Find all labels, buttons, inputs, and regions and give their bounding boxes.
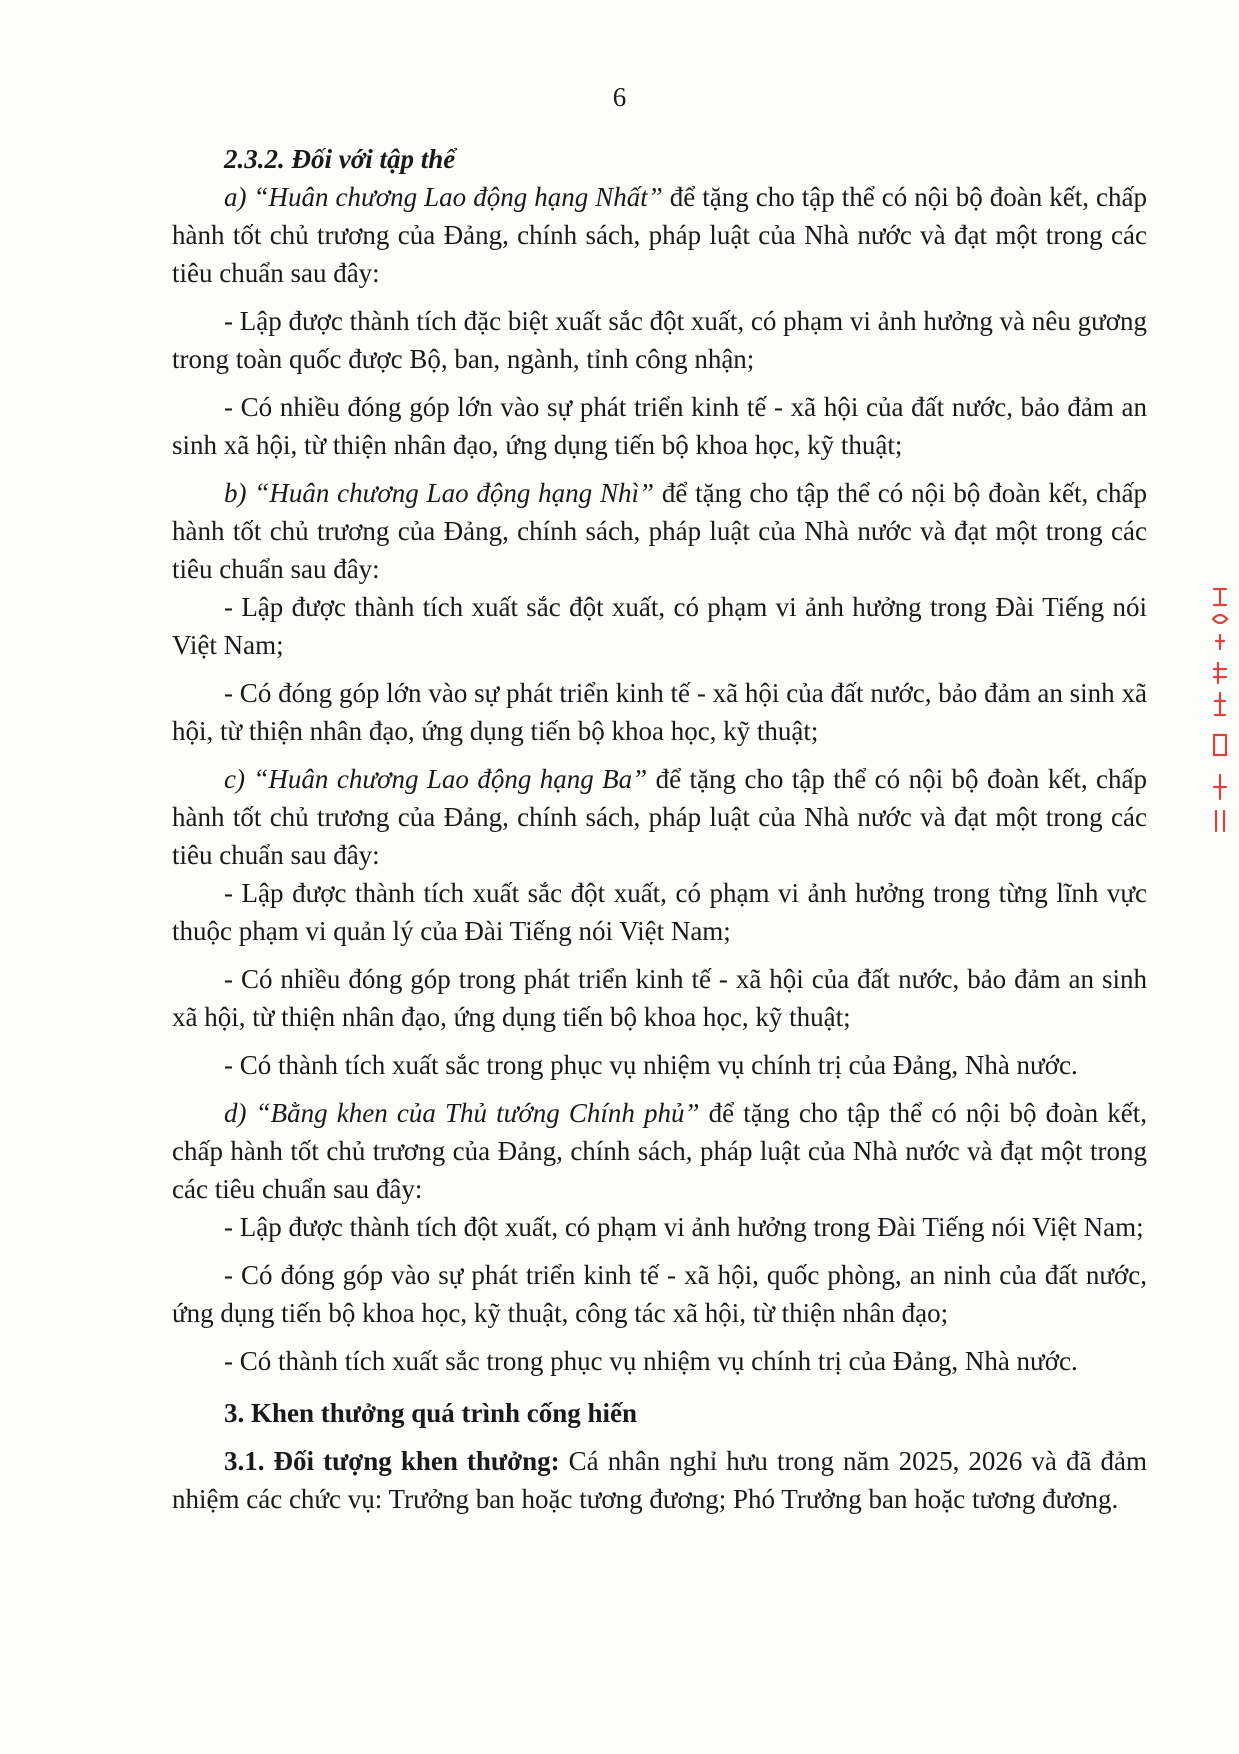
page-number: 6: [612, 82, 627, 112]
list-item: - Lập được thành tích xuất sắc đột xuất, có phạm vi ảnh hưởng trong từng lĩnh vực thuộc phạm vi quản lý của Đài Tiếng nói Việt Nam;: [172, 878, 1147, 946]
list-item: - Có nhiều đóng góp trong phát triển kinh tế - xã hội của đất nước, bảo đảm an sinh xã hội, từ thiện nhân đạo, ứng dụng tiến bộ khoa học, kỹ thuật;: [172, 964, 1147, 1032]
section-heading-3: 3. Khen thưởng quá trình cống hiến: [224, 1398, 638, 1428]
paragraph-d-lead: d) “Bằng khen của Thủ tướng Chính phủ”: [224, 1098, 700, 1128]
paragraph-a-lead: a) “Huân chương Lao động hạng Nhất”: [224, 182, 663, 212]
list-item: - Có thành tích xuất sắc trong phục vụ nhiệm vụ chính trị của Đảng, Nhà nước.: [224, 1346, 1078, 1376]
list-item: - Có nhiều đóng góp lớn vào sự phát triển kinh tế - xã hội của đất nước, bảo đảm an sinh xã hội, từ thiện nhân đạo, ứng dụng tiến bộ khoa học, kỹ thuật;: [172, 392, 1147, 460]
list-item: - Lập được thành tích đặc biệt xuất sắc đột xuất, có phạm vi ảnh hưởng và nêu gương trong toàn quốc được Bộ, ban, ngành, tỉnh công nhận;: [172, 306, 1147, 374]
list-item: - Có đóng góp vào sự phát triển kinh tế - xã hội, quốc phòng, an ninh của đất nước, ứng dụng tiến bộ khoa học, kỹ thuật, công tác xã hội, từ thiện nhân đạo;: [172, 1260, 1147, 1328]
paragraph-3-1: [172, 1442, 1147, 1518]
paragraph-3-1-text: Cá nhân nghỉ hưu trong năm 2025, 2026 và đã đảm nhiệm các chức vụ: Trưởng ban hoặc tương đương; Phó Trưởng ban hoặc tương đương.: [172, 1446, 1147, 1514]
list-item: - Lập được thành tích đột xuất, có phạm vi ảnh hưởng trong Đài Tiếng nói Việt Nam;: [224, 1212, 1144, 1242]
list-item: - Có thành tích xuất sắc trong phục vụ nhiệm vụ chính trị của Đảng, Nhà nước.: [224, 1050, 1078, 1080]
paragraph-d-text: để tặng cho tập thể có nội bộ đoàn kết, chấp hành tốt chủ trương của Đảng, chính sách, pháp luật của Nhà nước và đạt một trong các tiêu chuẩn sau đây:: [172, 1098, 1147, 1204]
paragraph-3-1-lead: 3.1. Đối tượng khen thưởng:: [224, 1446, 560, 1476]
paragraph-d: [172, 1094, 1147, 1208]
document-body: [172, 140, 1147, 1518]
section-heading-2-3-2: 2.3.2. Đối với tập thể: [224, 144, 456, 174]
paragraph-b: [172, 474, 1147, 588]
paragraph-b-lead: b) “Huân chương Lao động hạng Nhì”: [224, 478, 655, 508]
paragraph-c: [172, 760, 1147, 874]
list-item: - Lập được thành tích xuất sắc đột xuất, có phạm vi ảnh hưởng trong Đài Tiếng nói Việt Nam;: [172, 592, 1147, 660]
paragraph-c-text: để tặng cho tập thể có nội bộ đoàn kết, chấp hành tốt chủ trương của Đảng, chính sách, pháp luật của Nhà nước và đạt một trong các tiêu chuẩn sau đây:: [172, 764, 1147, 870]
paragraph-a: [172, 178, 1147, 292]
list-item: - Có đóng góp lớn vào sự phát triển kinh tế - xã hội của đất nước, bảo đảm an sinh xã hội, từ thiện nhân đạo, ứng dụng tiến bộ khoa học, kỹ thuật;: [172, 678, 1147, 746]
paragraph-c-lead: c) “Huân chương Lao động hạng Ba”: [224, 764, 648, 794]
paragraph-b-text: để tặng cho tập thể có nội bộ đoàn kết, chấp hành tốt chủ trương của Đảng, chính sách, pháp luật của Nhà nước và đạt một trong các tiêu chuẩn sau đây:: [172, 478, 1147, 584]
paragraph-a-text: để tặng cho tập thể có nội bộ đoàn kết, chấp hành tốt chủ trương của Đảng, chính sách, pháp luật của Nhà nước và đạt một trong các tiêu chuẩn sau đây:: [172, 182, 1147, 288]
seal-stamp-mark: [1208, 585, 1232, 835]
